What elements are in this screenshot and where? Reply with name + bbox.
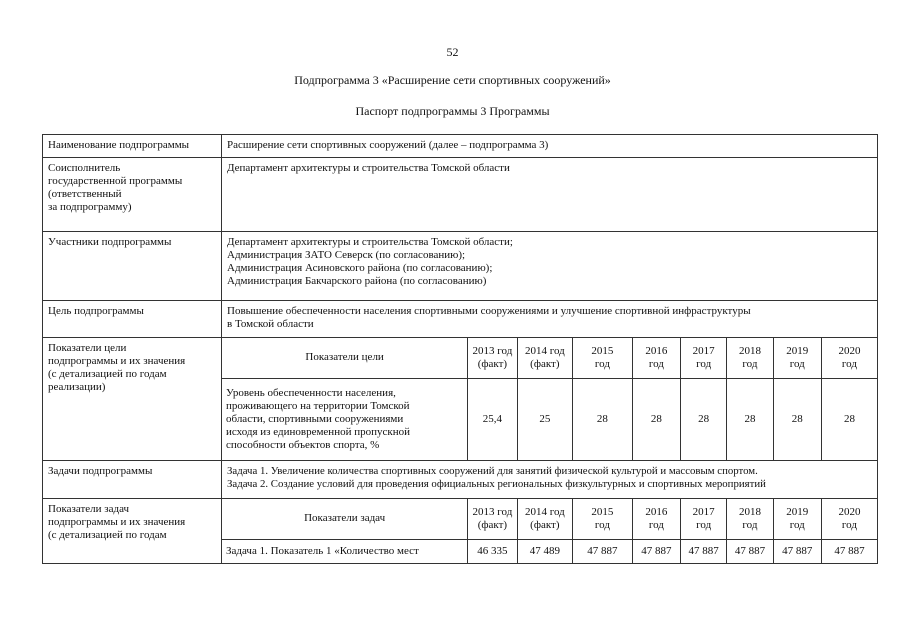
- task-value-row: [222, 539, 877, 563]
- year-header: 2017 год: [681, 338, 727, 378]
- label-line: государственной программы: [48, 175, 183, 187]
- row-label: Участники подпрограммы: [43, 232, 222, 301]
- passport-table: [42, 134, 878, 564]
- year-header: 2013 год (факт): [468, 338, 517, 378]
- task-value: 47 887: [573, 539, 633, 563]
- label-line: за подпрограмму): [48, 201, 132, 213]
- row-label: Задачи подпрограммы: [43, 461, 222, 499]
- label-line: подпрограммы и их значения: [48, 516, 186, 528]
- task-value: 47 887: [773, 539, 821, 563]
- indicator-header-row: [222, 338, 877, 378]
- passport-title: Паспорт подпрограммы 3 Программы: [355, 104, 550, 118]
- year-header: 2014 год (факт): [517, 499, 573, 539]
- label-line: (ответственный: [48, 188, 122, 200]
- indicator-name: Уровень обеспеченности населения, проживающего на территории Томской области, спортивными сооружениями исходя из единовременной пропускной способности объектов спорта, %: [226, 386, 410, 451]
- year-header: 2014 год (факт): [517, 338, 573, 378]
- task-line: Задача 1. Увеличение количества спортивных сооружений для занятий физической культурой и массовым спортом.: [227, 465, 758, 477]
- task-line: Задача 2. Создание условий для проведения официальных региональных физкультурных и спортивных мероприятий: [227, 478, 766, 490]
- page-number: 52: [446, 45, 459, 59]
- goal-indicators-table: [222, 338, 877, 460]
- year-header: 2020 год: [821, 338, 877, 378]
- row-value: Департамент архитектуры и строительства Томской области: [222, 158, 878, 232]
- indicator-value: 28: [727, 378, 773, 460]
- year-header: 2019 год: [773, 338, 821, 378]
- row-value: [222, 461, 878, 499]
- task-value: 47 887: [632, 539, 680, 563]
- year-header: 2016 год: [632, 338, 680, 378]
- row-label: Цель подпрограммы: [43, 301, 222, 338]
- row-co-executor: [43, 158, 878, 232]
- row-tasks: [43, 461, 878, 499]
- indicator-value: 28: [681, 378, 727, 460]
- row-label: Наименование подпрограммы: [43, 135, 222, 158]
- participant: Администрация ЗАТО Северск (по согласованию);: [227, 249, 466, 261]
- label-line: Показатели цели: [48, 342, 127, 354]
- label-line: Показатели задач: [48, 503, 130, 515]
- indicator-value: 28: [821, 378, 877, 460]
- row-task-indicators: [43, 499, 878, 564]
- task-header-name: Показатели задач: [222, 499, 468, 539]
- row-label: [43, 158, 222, 232]
- year-header: 2015 год: [573, 338, 633, 378]
- row-value: [222, 232, 878, 301]
- row-value: [222, 301, 878, 338]
- goal-line: в Томской области: [227, 318, 314, 330]
- year-header: 2018 год: [727, 499, 773, 539]
- indicator-header-name: Показатели цели: [222, 338, 468, 378]
- row-goal: [43, 301, 878, 338]
- row-label: [43, 338, 222, 461]
- subprogram-title: Подпрограмма 3 «Расширение сети спортивных сооружений»: [294, 73, 611, 87]
- task-header-row: [222, 499, 877, 539]
- year-header: 2017 год: [681, 499, 727, 539]
- year-header: 2016 год: [632, 499, 680, 539]
- task-indicators-table: [222, 499, 877, 563]
- label-line: реализации): [48, 381, 106, 393]
- task-indicators-cell: [222, 499, 878, 564]
- indicator-value: 28: [773, 378, 821, 460]
- indicator-value-row: [222, 378, 877, 460]
- goal-line: Повышение обеспеченности населения спортивными сооружениями и улучшение спортивной инфраструктуры: [227, 305, 751, 317]
- year-header: 2020 год: [821, 499, 877, 539]
- label-line: (с детализацией по годам: [48, 368, 167, 380]
- participant: Департамент архитектуры и строительства Томской области;: [227, 236, 513, 248]
- task-value: 47 489: [517, 539, 573, 563]
- task-value: 47 887: [821, 539, 877, 563]
- label-line: подпрограммы и их значения: [48, 355, 186, 367]
- row-name: [43, 135, 878, 158]
- task-value: 46 335: [468, 539, 517, 563]
- label-line: (с детализацией по годам: [48, 529, 167, 541]
- participant: Администрация Бакчарского района (по согласованию): [227, 275, 487, 287]
- goal-indicators-cell: [222, 338, 878, 461]
- year-header: 2019 год: [773, 499, 821, 539]
- row-goal-indicators: [43, 338, 878, 461]
- row-participants: [43, 232, 878, 301]
- indicator-value: 25,4: [468, 378, 517, 460]
- label-line: Соисполнитель: [48, 162, 121, 174]
- row-value: Расширение сети спортивных сооружений (далее – подпрограмма 3): [222, 135, 878, 158]
- year-header: 2013 год (факт): [468, 499, 517, 539]
- task-value: 47 887: [681, 539, 727, 563]
- indicator-value: 28: [632, 378, 680, 460]
- participant: Администрация Асиновского района (по согласованию);: [227, 262, 493, 274]
- indicator-value: 28: [573, 378, 633, 460]
- indicator-value: 25: [517, 378, 573, 460]
- year-header: 2018 год: [727, 338, 773, 378]
- task-value: 47 887: [727, 539, 773, 563]
- year-header: 2015 год: [573, 499, 633, 539]
- row-label: [43, 499, 222, 564]
- task-indicator-name: Задача 1. Показатель 1 «Количество мест: [226, 544, 419, 557]
